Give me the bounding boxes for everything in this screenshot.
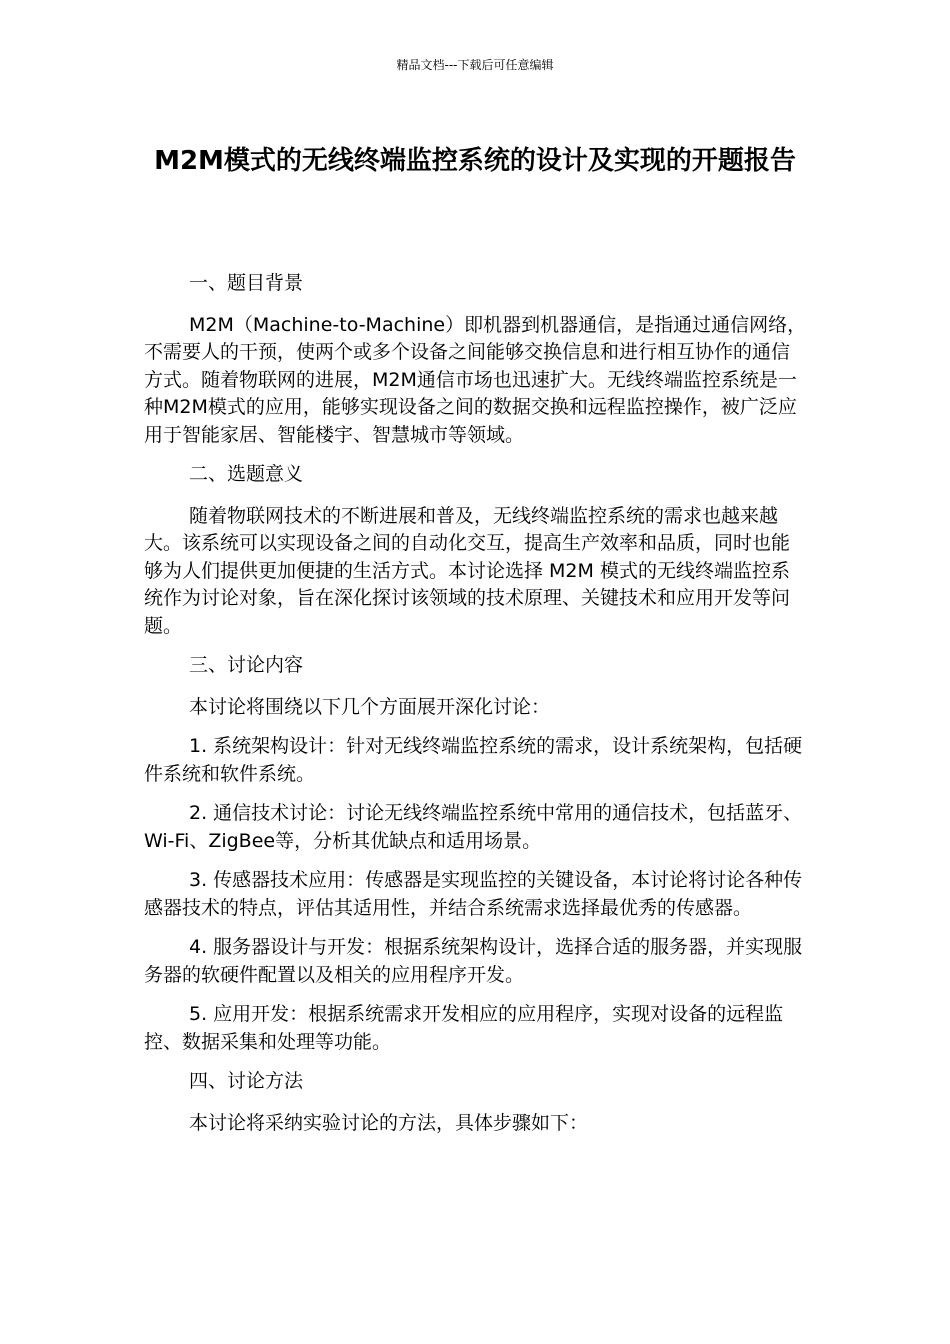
paragraph-significance: 随着物联网技术的不断进展和普及，无线终端监控系统的需求也越来越大。该系统可以实现设备之间的自动化交互，提高生产效率和品质，同时也能够为人们提供更加便捷的生活方式。本讨论选择 M2M 模式的无线终端监控系统作为讨论对象，旨在深化探讨该领域的技术原理、关键技术和应用开发等问题。: [144, 504, 791, 637]
list-item-architecture: 1. 系统架构设计：针对无线终端监控系统的需求，设计系统架构，包括硬件系统和软件系统。: [144, 735, 803, 785]
section-heading-background: 一、题目背景: [189, 272, 304, 294]
list-item-server: 4. 服务器设计与开发：根据系统架构设计，选择合适的服务器，并实现服务器的软硬件配置以及相关的应用程序开发。: [144, 936, 803, 986]
section-heading-method: 四、讨论方法: [189, 1070, 304, 1092]
document-title: M2M模式的无线终端监控系统的设计及实现的开题报告: [154, 146, 796, 176]
list-item-sensors: 3. 传感器技术应用：传感器是实现监控的关键设备，本讨论将讨论各种传感器技术的特点，评估其适用性，并结合系统需求选择最优秀的传感器。: [144, 869, 803, 919]
list-item-application: 5. 应用开发：根据系统需求开发相应的应用程序，实现对设备的远程监控、数据采集和处理等功能。: [144, 1003, 784, 1053]
section-heading-significance: 二、选题意义: [189, 463, 304, 485]
page-header: 精品文档---下载后可任意编辑: [396, 58, 554, 72]
paragraph-method-intro: 本讨论将采纳实验讨论的方法，具体步骤如下：: [189, 1111, 589, 1134]
paragraph-content-intro: 本讨论将围绕以下几个方面展开深化讨论：: [189, 695, 551, 718]
document-body: [144, 270, 808, 1149]
section-heading-content: 三、讨论内容: [189, 654, 304, 676]
paragraph-background: M2M（Machine-to-Machine）即机器到机器通信，是指通过通信网络，不需要人的干预，使两个或多个设备之间能够交换信息和进行相互协作的通信方式。随着物联网的进展，M2M通信市场也迅速扩大。无线终端监控系统是一种M2M模式的应用，能够实现设备之间的数据交换和远程监控操作，被广泛应用于智能家居、智能楼宇、智慧城市等领域。: [144, 313, 807, 446]
list-item-communication: 2. 通信技术讨论：讨论无线终端监控系统中常用的通信技术，包括蓝牙、Wi-Fi、ZigBee等，分析其优缺点和适用场景。: [144, 802, 803, 852]
